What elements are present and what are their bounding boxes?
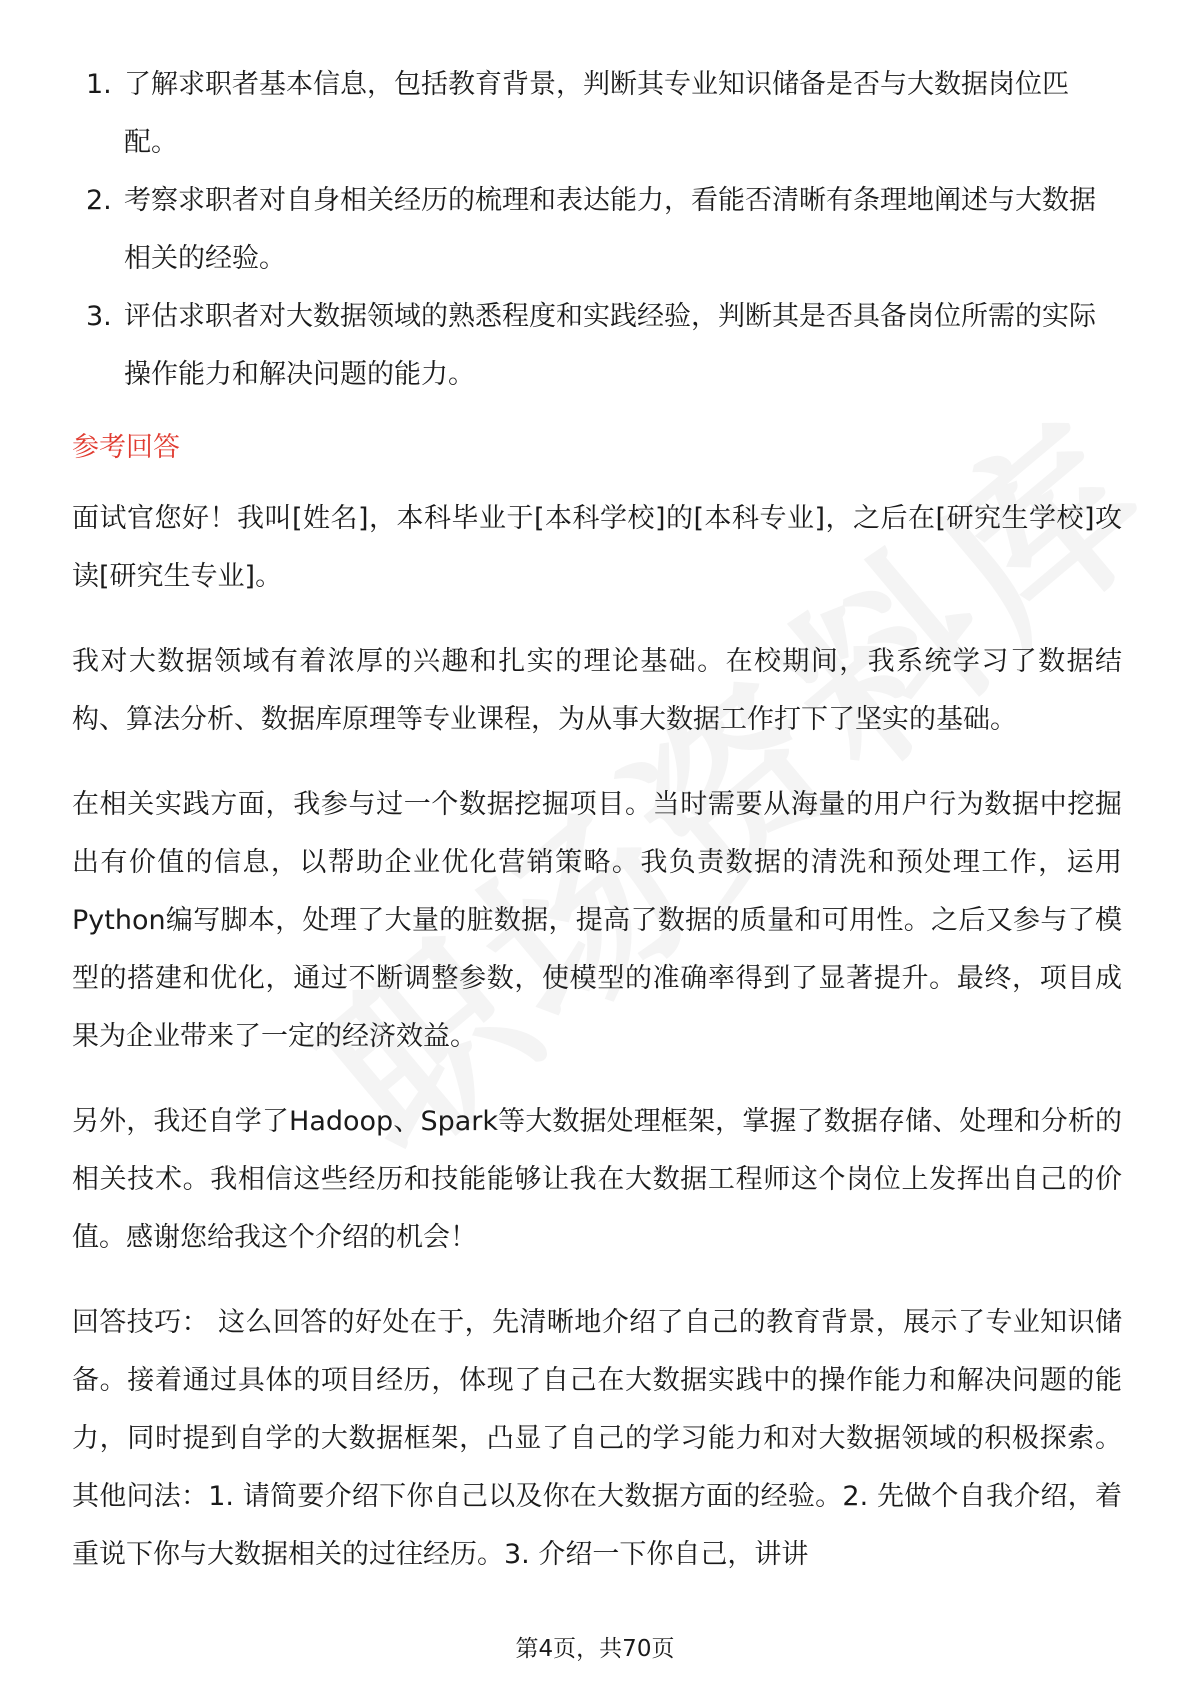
goal-list [72,56,1122,404]
paragraph-interest: 我对大数据领域有着浓厚的兴趣和扎实的理论基础。在校期间，我系统学习了数据结构、算法分析、数据库原理等专业课程，为从事大数据工作打下了坚实的基础。 [72,646,1122,735]
list-item-text: 了解求职者基本信息，包括教育背景，判断其专业知识储备是否与大数据岗位匹配。 [124,69,1069,158]
list-item-number: 2. [86,185,112,216]
paragraph-skills: 另外，我还自学了Hadoop、Spark等大数据处理框架，掌握了数据存储、处理和分析的相关技术。我相信这些经历和技能能够让我在大数据工程师这个岗位上发挥出自己的价值。感谢您给我这个介绍的机会！ [72,1106,1122,1253]
page-content [72,56,1122,1611]
paragraph-intro: 面试官您好！我叫[姓名]，本科毕业于[本科学校]的[本科专业]，之后在[研究生学校]攻读[研究生专业]。 [72,503,1122,592]
section-title: 参考回答 [72,432,180,463]
list-item-number: 1. [86,69,112,100]
list-item [72,56,1122,172]
page-number: 第4页，共70页 [515,1636,675,1662]
list-item [72,288,1122,404]
list-item-number: 3. [86,301,112,332]
list-item [72,172,1122,288]
paragraph-tips: 回答技巧： 这么回答的好处在于，先清晰地介绍了自己的教育背景，展示了专业知识储备。接着通过具体的项目经历，体现了自己在大数据实践中的操作能力和解决问题的能力，同时提到自学的大数据框架，凸显了自己的学习能力和对大数据领域的积极探索。 其他问法：1. 请简要介绍下你自己以及你在大数据方面的经验。2. 先做个自我介绍，着重说下你与大数据相关的过往经历。3. 介绍一下你自己，讲讲 [72,1307,1122,1570]
list-item-text: 考察求职者对自身相关经历的梳理和表达能力，看能否清晰有条理地阐述与大数据相关的经验。 [124,185,1096,274]
list-item-text: 评估求职者对大数据领域的熟悉程度和实践经验，判断其是否具备岗位所需的实际操作能力和解决问题的能力。 [124,301,1096,390]
paragraph-practice: 在相关实践方面，我参与过一个数据挖掘项目。当时需要从海量的用户行为数据中挖掘出有价值的信息，以帮助企业优化营销策略。我负责数据的清洗和预处理工作，运用Python编写脚本，处理了大量的脏数据，提高了数据的质量和可用性。之后又参与了模型的搭建和优化，通过不断调整参数，使模型的准确率得到了显著提升。最终，项目成果为企业带来了一定的经济效益。 [72,789,1122,1052]
